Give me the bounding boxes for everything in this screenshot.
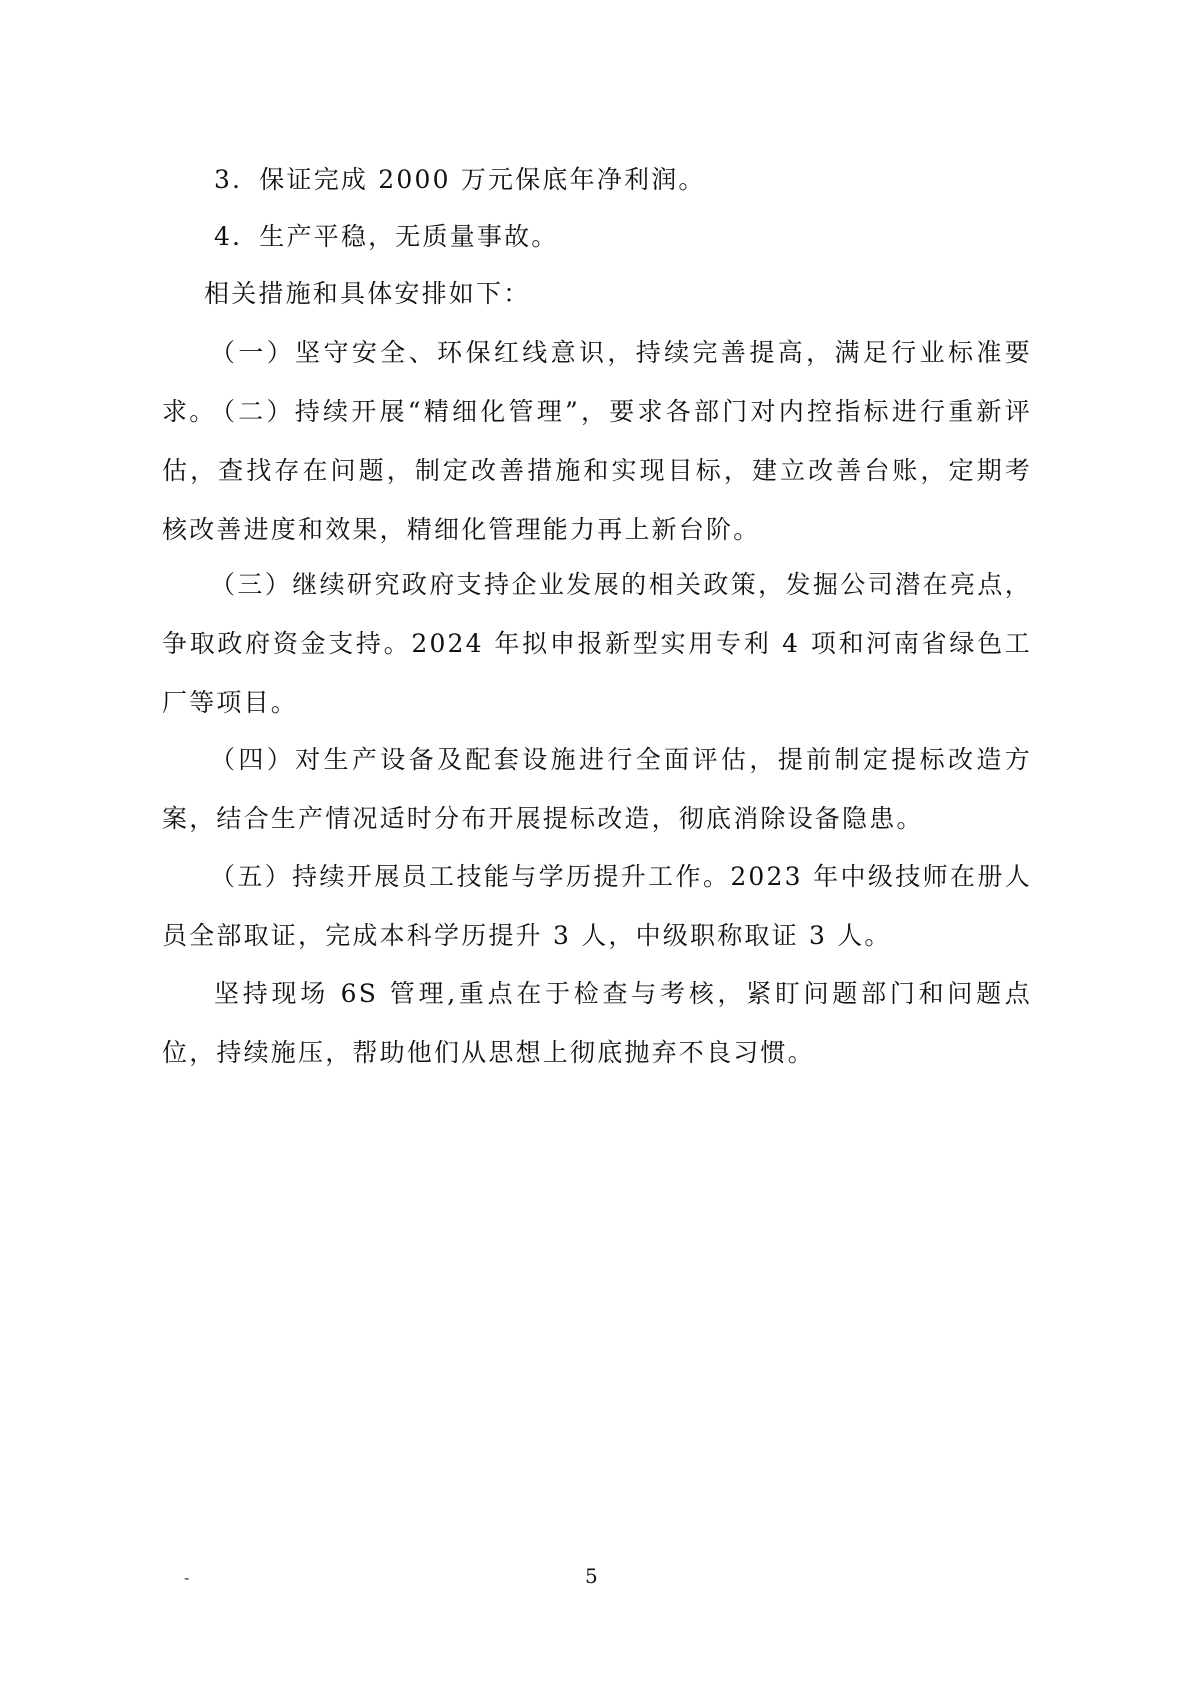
paragraph-measure-4: （四）对生产设备及配套设施进行全面评估，提前制定提标改造方案，结合生产情况适时分布开展提标改造，彻底消除设备隐患。 xyxy=(162,745,1032,833)
paragraph-measure-3: （三）继续研究政府支持企业发展的相关政策，发掘公司潜在亮点，争取政府资金支持。2024 年拟申报新型实用专利 4 项和河南省绿色工厂等项目。 xyxy=(162,570,1032,717)
paragraph-measures-intro: 相关措施和具体安排如下： xyxy=(204,279,531,308)
paragraph-measure-5: （五）持续开展员工技能与学历提升工作。2023 年中级技师在册人员全部取证，完成本科学历提升 3 人，中级职称取证 3 人。 xyxy=(162,862,1032,950)
paragraph-measure-1: （一）坚守安全、环保红线意识，持续完善提高，满足行业标准要求。 xyxy=(162,338,1032,426)
page-number: 5 xyxy=(585,1564,598,1588)
paragraph-target-quality: 4．生产平稳，无质量事故。 xyxy=(214,222,559,251)
paragraph-6s-management: 坚持现场 6S 管理,重点在于检查与考核，紧盯问题部门和问题点位，持续施压，帮助他们从思想上彻底抛弃不良习惯。 xyxy=(162,979,1032,1067)
paragraph-measure-2: （二）持续开展“精细化管理”，要求各部门对内控指标进行重新评估，查找存在问题，制定改善措施和实现目标，建立改善台账，定期考核改善进度和效果，精细化管理能力再上新台阶。 xyxy=(162,397,1032,544)
footer-mark: - xyxy=(184,1568,190,1587)
paragraph-target-profit: 3．保证完成 2000 万元保底年净利润。 xyxy=(214,165,706,194)
